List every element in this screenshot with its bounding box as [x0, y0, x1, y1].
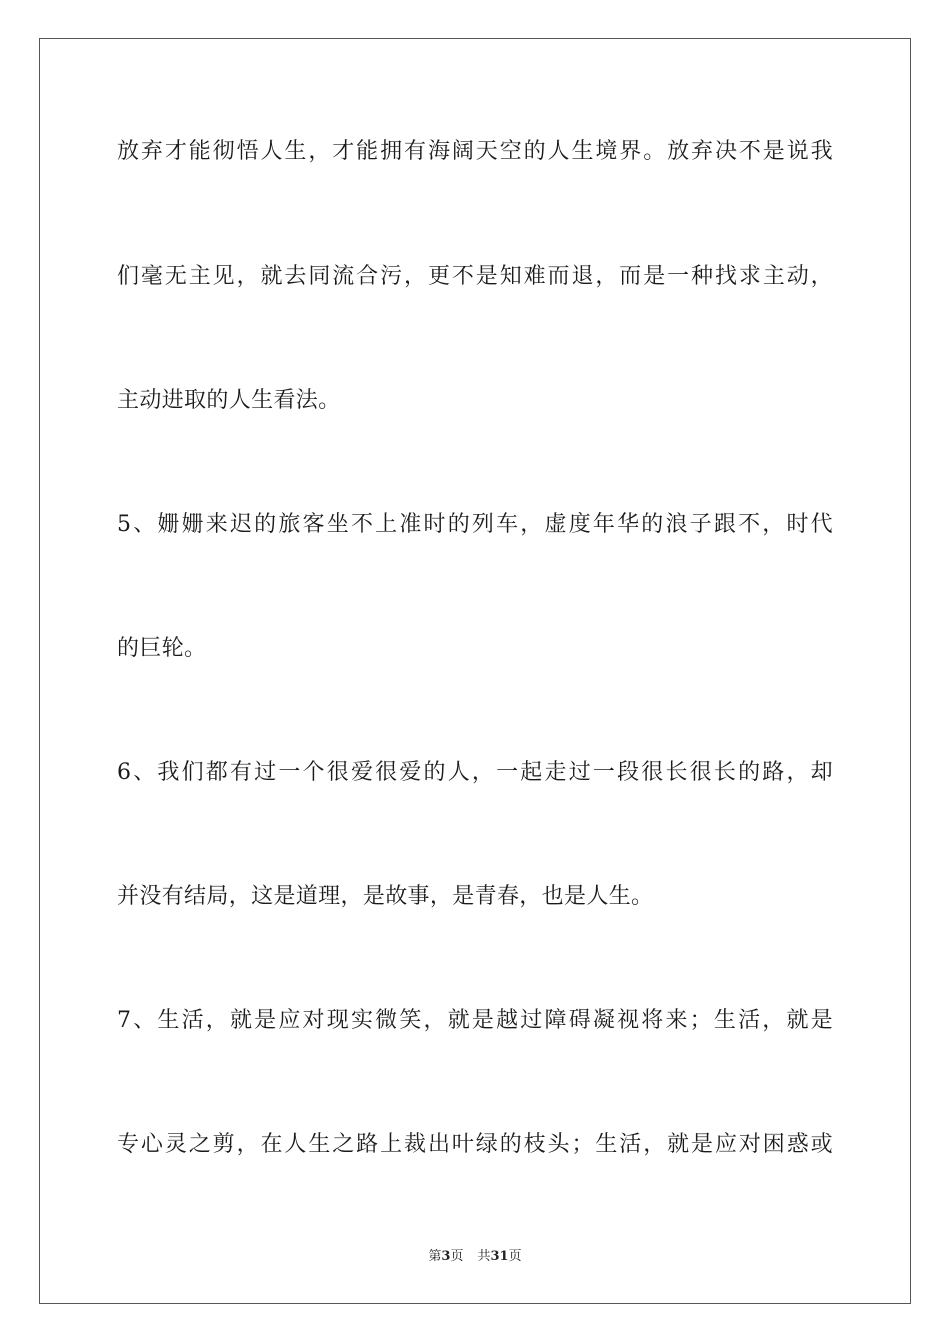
- body-text-line-1: 放弃才能彻悟人生，才能拥有海阔天空的人生境界。放弃决不是说我: [117, 139, 833, 164]
- body-text-line-2: 们毫无主见，就去同流合污，更不是知难而退，而是一种找求主动，: [117, 264, 833, 289]
- body-text-line-7: 并没有结局，这是道理，是故事，是青春，也是人生。: [117, 884, 654, 909]
- body-text-line-6: 6、我们都有过一个很爱很爱的人，一起走过一段很长很长的路，却: [117, 760, 833, 785]
- total-prefix: 共: [477, 1249, 491, 1264]
- body-text-line-4: 5、姗姗来迟的旅客坐不上准时的列车，虚度年华的浪子跟不，时代: [117, 512, 833, 537]
- page-border: [39, 38, 911, 1304]
- page-footer: [0, 1248, 950, 1266]
- body-text-line-3: 主动进取的人生看法。: [117, 388, 341, 413]
- total-pages-number: 31: [490, 1249, 509, 1264]
- current-page-number: 3: [441, 1249, 451, 1264]
- page-unit: 页: [450, 1249, 464, 1264]
- body-text-line-9: 专心灵之剪，在人生之路上裁出叶绿的枝头；生活，就是应对困惑或: [117, 1132, 833, 1157]
- page-prefix: 第: [428, 1249, 442, 1264]
- body-text-line-8: 7、生活，就是应对现实微笑，就是越过障碍凝视将来；生活，就是: [117, 1008, 833, 1033]
- body-text-line-5: 的巨轮。: [117, 636, 207, 661]
- total-unit: 页: [508, 1249, 522, 1264]
